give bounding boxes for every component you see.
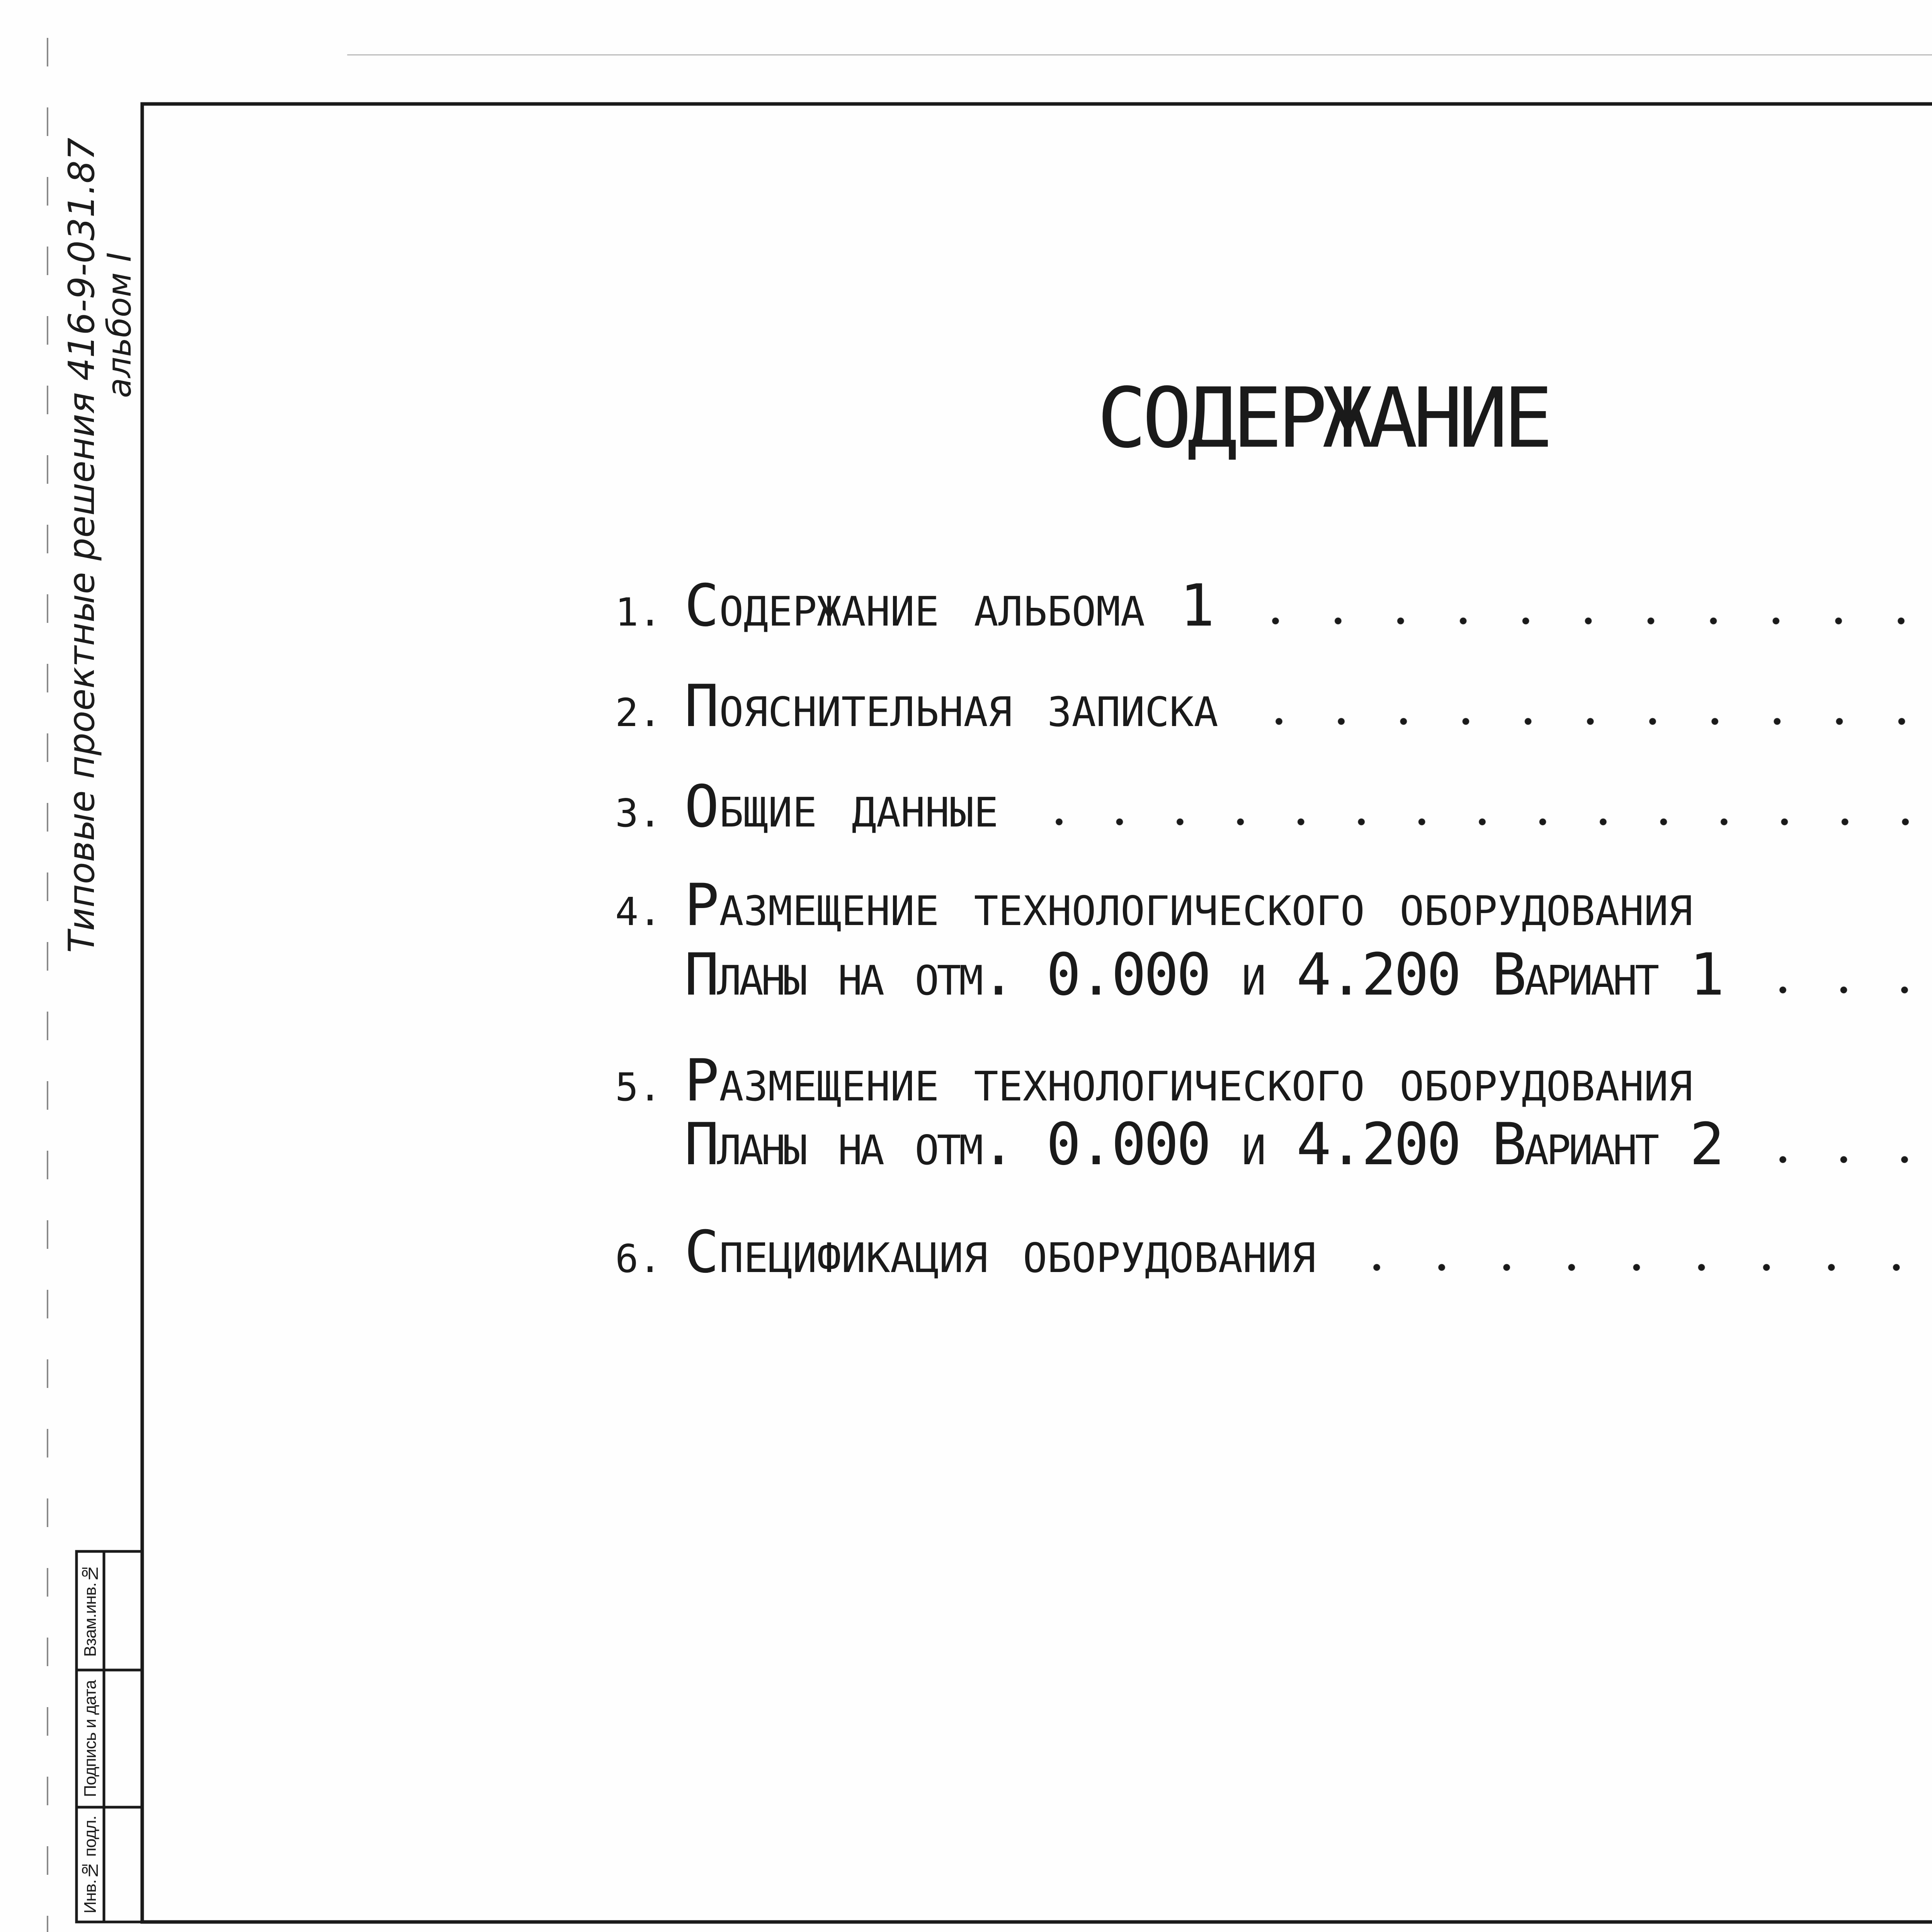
toc-item-line xyxy=(615,773,1932,840)
toc-item-number: 5. xyxy=(615,1065,662,1110)
dot-leader xyxy=(1246,616,1932,626)
toc-item-line xyxy=(615,572,1932,639)
toc-item-subtitle: Планы на отм. 0.000 и 4.200 Вариант 2 xyxy=(684,1111,1722,1178)
toc-item-title: Размещение технологического оборудования xyxy=(684,872,1693,939)
toc-item-number: 3. xyxy=(615,791,662,836)
toc-item-number: 4. xyxy=(615,889,662,934)
toc-item-title: Содержание альбома 1 xyxy=(684,572,1215,639)
toc-item-number: 6. xyxy=(615,1236,662,1281)
series-title: Типовые проектные решения 416-9-031.87 xyxy=(61,138,102,953)
toc-item-number: 2. xyxy=(615,690,662,735)
toc-item-line xyxy=(615,673,1932,740)
toc-item-line xyxy=(615,941,1932,1009)
stamp-cell-signature-date: Подпись и дата xyxy=(81,1680,100,1797)
stamp-cell-replacement-inventory: Взам.инв.№ xyxy=(81,1564,100,1657)
toc-item-number: 1. xyxy=(615,590,662,635)
album-label: альбом I xyxy=(100,252,139,398)
page-title: СОДЕРЖАНИЕ xyxy=(1097,370,1549,466)
toc-item-title: Спецификация оборудования xyxy=(684,1219,1316,1286)
frame-border xyxy=(142,104,1932,1922)
dot-leader xyxy=(1753,1155,1932,1164)
toc-item-line xyxy=(615,872,1932,939)
toc-item-line xyxy=(615,1047,1932,1114)
toc-item-title: Общие данные xyxy=(684,773,998,840)
toc-item-line xyxy=(615,1111,1932,1178)
dot-leader xyxy=(1347,1263,1932,1272)
toc-item-line xyxy=(615,1219,1932,1286)
dot-leader xyxy=(1753,985,1932,995)
dot-leader xyxy=(1249,717,1932,726)
toc-item-subtitle: Планы на отм. 0.000 и 4.200 Вариант 1 xyxy=(684,941,1722,1009)
toc-item-title: Пояснительная записка xyxy=(684,673,1218,740)
dot-leader xyxy=(1029,817,1932,827)
toc-item-title: Размещение технологического оборудования xyxy=(684,1047,1693,1114)
stamp-cell-original-inventory: Инв.№ подл. xyxy=(81,1816,100,1913)
